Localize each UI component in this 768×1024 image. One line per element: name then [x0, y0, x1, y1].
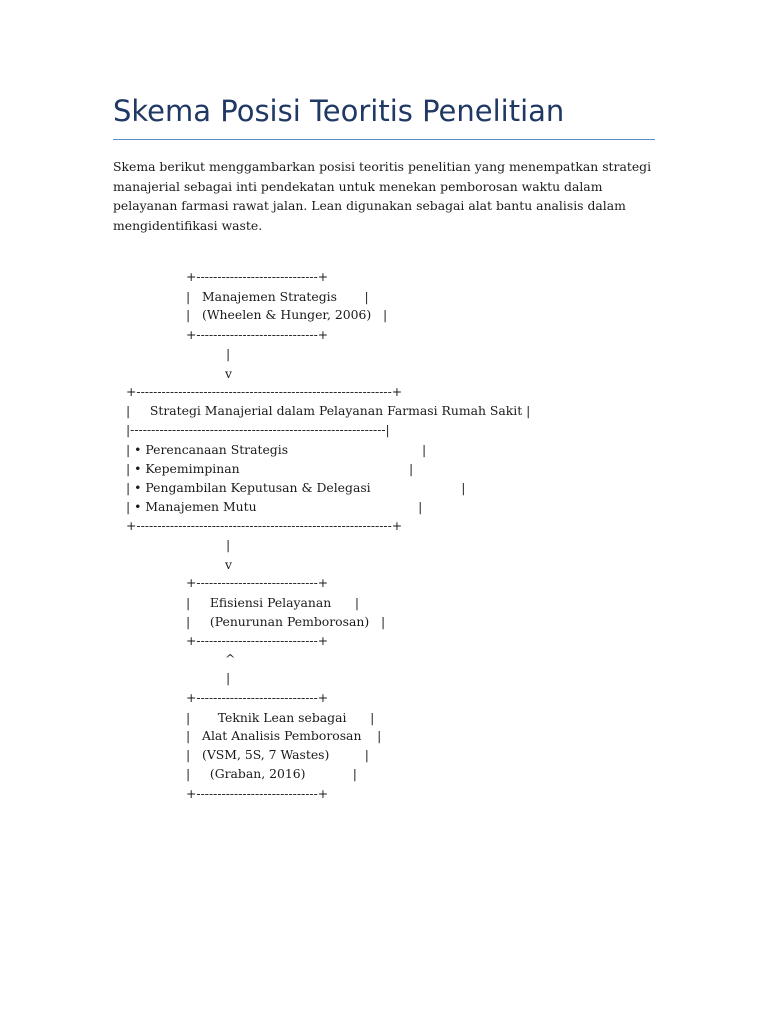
list-item: | • Pengambilan Keputusan & Delegasi | — [126, 480, 466, 495]
box-strategi-manajerial-header: | Strategi Manajerial dalam Pelayanan Farmasi Rumah Sakit | — [126, 403, 531, 418]
arrow-shaft: | — [226, 670, 231, 685]
arrow-head-down: v — [225, 557, 232, 572]
box-efisiensi-bottom: +-----------------------------+ — [186, 633, 329, 648]
box-lean-bottom: +-----------------------------+ — [186, 786, 329, 801]
box-lean-line: | Alat Analisis Pemborosan | — [186, 728, 382, 743]
box-manajemen-strategis-line: | Manajemen Strategis | — [186, 289, 369, 304]
box-efisiensi-line: | Efisiensi Pelayanan | — [186, 595, 360, 610]
box-lean-top: +-----------------------------+ — [186, 690, 329, 705]
box-lean-line: | (Graban, 2016) | — [186, 766, 357, 781]
page-title: Skema Posisi Teoritis Penelitian — [113, 94, 565, 128]
box-strategi-manajerial-top: +-------------------------------------------------------------+ — [126, 384, 403, 399]
box-lean-line: | (VSM, 5S, 7 Wastes) | — [186, 747, 369, 762]
list-item: | • Kepemimpinan | — [126, 461, 414, 476]
arrow-head-up: ^ — [225, 651, 236, 666]
arrow-shaft: | — [226, 346, 231, 361]
box-efisiensi-top: +-----------------------------+ — [186, 575, 329, 590]
arrow-shaft: | — [226, 537, 231, 552]
box-strategi-manajerial-bottom: +-------------------------------------------------------------+ — [126, 518, 403, 533]
intro-paragraph: Skema berikut menggambarkan posisi teoritis penelitian yang menempatkan strategi manajerial sebagai inti pendekatan untuk menekan pemborosan waktu dalam pelayanan farmasi rawat jalan. Lean digunakan sebagai alat bantu analisis dalam mengidentifikasi waste. — [113, 159, 652, 233]
box-strategi-manajerial-divider: |-------------------------------------------------------------| — [126, 422, 390, 437]
box-efisiensi-line: | (Penurunan Pemborosan) | — [186, 614, 386, 629]
list-item: | • Perencanaan Strategis | — [126, 442, 427, 457]
list-item: | • Manajemen Mutu | — [126, 499, 423, 514]
box-manajemen-strategis-bottom: +-----------------------------+ — [186, 327, 329, 342]
box-manajemen-strategis-line: | (Wheelen & Hunger, 2006) | — [186, 307, 388, 322]
arrow-head-down: v — [225, 366, 232, 381]
box-manajemen-strategis-top: +-----------------------------+ — [186, 269, 329, 284]
box-lean-line: | Teknik Lean sebagai | — [186, 710, 375, 725]
